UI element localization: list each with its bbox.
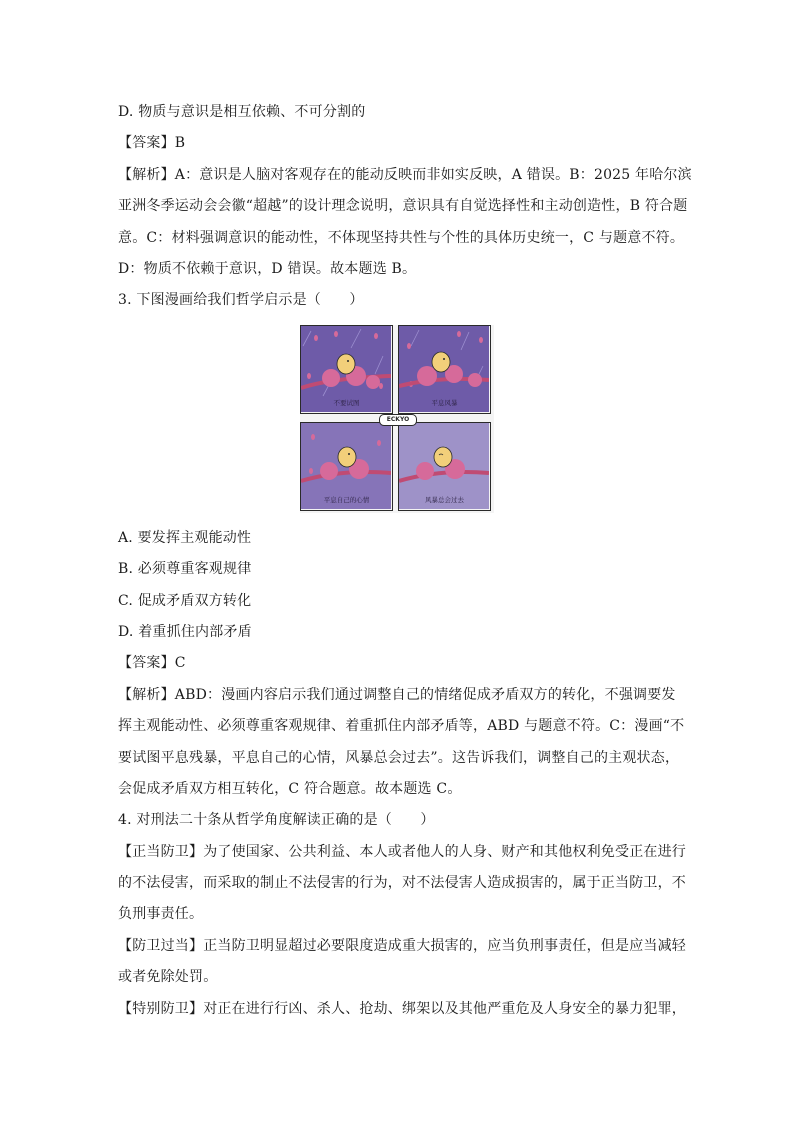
- self-defense-line3: 负刑事责任。: [118, 906, 204, 922]
- analysis-q2-line2: 亚洲冬季运动会会徽“超越”的设计理念说明，意识具有自觉选择性和主动创造性，B 符合题: [118, 198, 688, 214]
- analysis-q2-line4: D：物质不依赖于意识，D 错误。故本题选 B。: [118, 261, 417, 277]
- caption-4: 风暴总会过去: [425, 496, 464, 504]
- comic-image: [300, 325, 494, 513]
- caption-2: 平息风暴: [431, 399, 458, 407]
- special-defense-line1: 【特别防卫】对正在进行行凶、杀人、抢劫、绑架以及其他严重危及人身安全的暴力犯罪，: [118, 1001, 686, 1017]
- analysis-q3-line3: 要试图平息残暴，平息自己的心情，风暴总会过去”。这告诉我们，调整自己的主观状态，: [118, 750, 680, 766]
- comic-brand-logo: ECKYO: [379, 414, 417, 426]
- self-defense-line2: 的不法侵害，而采取的制止不法侵害的行为，对不法侵害人造成损害的，属于正当防卫，不: [118, 875, 686, 891]
- analysis-q2-line1: 【解析】A：意识是人脑对客观存在的能动反映而非如实反映，A 错误。B：2025 年哈尔滨: [118, 167, 692, 183]
- analysis-q3-line4: 会促成矛盾双方相互转化，C 符合题意。故本题选 C。: [118, 781, 462, 797]
- answer-q3: 【答案】C: [118, 655, 186, 671]
- comic-panel-4: [398, 422, 491, 511]
- caption-3: 平息自己的心情: [323, 496, 370, 504]
- analysis-q3-line1: 【解析】ABD：漫画内容启示我们通过调整自己的情绪促成矛盾双方的转化，不强调要发: [118, 687, 676, 703]
- answer-q2: 【答案】B: [118, 135, 186, 151]
- excessive-defense-line2: 或者免除处罚。: [118, 969, 218, 985]
- comic-panel-1: [300, 325, 393, 414]
- option-c-q3: C. 促成矛盾双方转化: [118, 593, 252, 609]
- option-d-q3: D. 着重抓住内部矛盾: [118, 624, 252, 640]
- question-3: 3. 下图漫画给我们哲学启示是（ ）: [118, 292, 364, 308]
- comic-panel-3: [300, 422, 393, 511]
- option-d-q2: D. 物质与意识是相互依赖、不可分割的: [118, 104, 366, 120]
- comic-panel-2: [398, 325, 491, 414]
- self-defense-line1: 【正当防卫】为了使国家、公共利益、本人或者他人的人身、财产和其他权利免受正在进行: [118, 844, 686, 860]
- option-a-q3: A. 要发挥主观能动性: [118, 530, 252, 546]
- analysis-q2-line3: 意。C：材料强调意识的能动性，不体现坚持共性与个性的具体历史统一，C 与题意不符。: [118, 230, 685, 246]
- question-4: 4. 对刑法二十条从哲学角度解读正确的是（ ）: [118, 812, 435, 828]
- analysis-q3-line2: 挥主观能动性、必须尊重客观规律、着重抓住内部矛盾等，ABD 与题意不符。C：漫画“不: [118, 718, 685, 734]
- excessive-defense-line1: 【防卫过当】正当防卫明显超过必要限度造成重大损害的，应当负刑事责任，但是应当减轻: [118, 938, 686, 954]
- caption-1: 不要试图: [333, 399, 360, 407]
- option-b-q3: B. 必须尊重客观规律: [118, 561, 252, 577]
